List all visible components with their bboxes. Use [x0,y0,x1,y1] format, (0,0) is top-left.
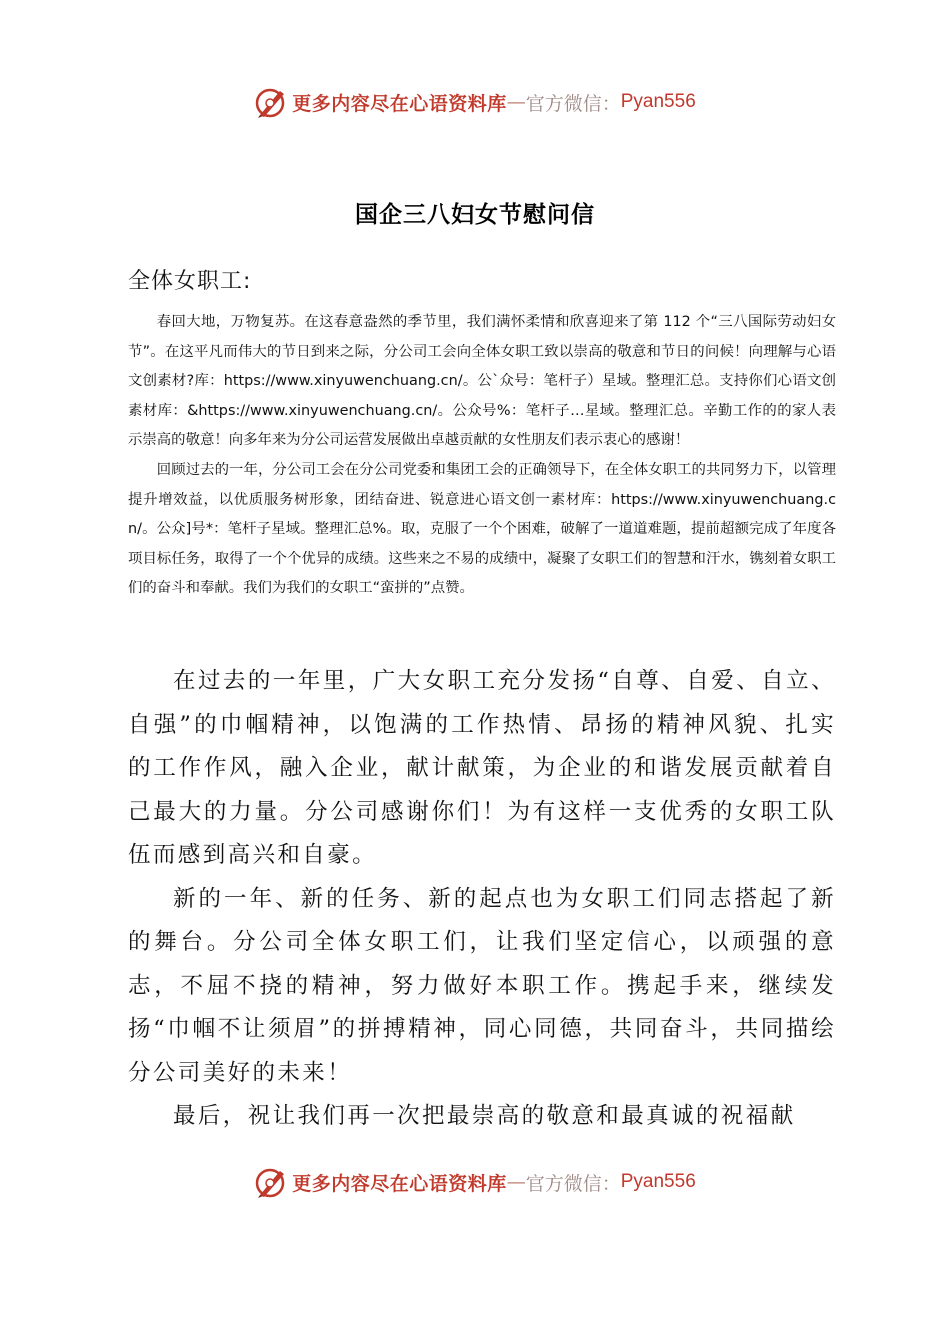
body-paragraph: 回顾过去的一年，分公司工会在分公司党委和集团工会的正确领导下，在全体女职工的共同努力下，以管理提升增效益，以优质服务树形象，团结奋进、锐意进心语文创一素材库：https://www.xinyuwenchuang.cn/。公众]号*：笔杆子星域。整理汇总%。取，克服了一个个困难，破解了一道道难题，提前超额完成了年度各项目标任务，取得了一个个优异的成绩。这些来之不易的成绩中，凝聚了女职工们的智慧和汗水，镌刻着女职工们的奋斗和奉献。我们为我们的女职工“蛮拼的”点赞。 [128,461,836,597]
pen-icon [254,85,288,119]
banner-wechat-label: 官方微信： [525,92,621,115]
salutation: 全体女职工: [128,269,252,294]
banner-wechat-id: Pyan556 [620,91,696,112]
body-paragraph: 最后，祝让我们再一次把最崇高的敬意和最真诚的祝福献 [173,1103,796,1129]
banner-dash: — [506,91,526,113]
body-paragraph: 在过去的一年里，广大女职工充分发扬“自尊、自爱、自立、自强”的巾帼精神，以饱满的工作热情、昂扬的精神风貌、扎实的工作作风，融入企业，献计献策，为企业的和谐发展贡献着自己最大的力量。分公司感谢你们！为有这样一支优秀的女职工队伍而感到高兴和自豪。 [128,668,836,868]
banner-dash: — [506,1171,526,1193]
pen-icon [254,1165,288,1199]
document-title: 国企三八妇女节慰问信 [355,201,595,228]
banner-wechat-id: Pyan556 [620,1171,696,1192]
footer-watermark-banner [0,1162,950,1202]
body-paragraph: 新的一年、新的任务、新的起点也为女职工们同志搭起了新的舞台。分公司全体女职工们，让我们坚定信心，以顽强的意志，不屈不挠的精神，努力做好本职工作。携起手来，继续发扬“巾帼不让须眉”的拼搏精神，同心同德，共同奋斗，共同描绘分公司美好的未来！ [128,885,836,1086]
banner-main-text: 更多内容尽在心语资料库 [292,1172,507,1195]
banner-wechat-label: 官方微信： [525,1172,621,1195]
header-watermark-banner [0,82,950,122]
large-body-section [128,660,836,1139]
small-body-section [128,308,836,604]
banner-main-text: 更多内容尽在心语资料库 [292,92,507,115]
body-paragraph: 春回大地，万物复苏。在这春意盎然的季节里，我们满怀柔情和欣喜迎来了第 112 个“三八国际劳动妇女节”。在这平凡而伟大的节日到来之际，分公司工会向全体女职工致以崇高的敬意和节日的问候！向理解与心语文创素材?库：https://www.xinyuwenchuang.cn/。公`众号：笔杆子）星域。整理汇总。支持你们心语文创素材库：&https://www.xinyuwenchuang.cn/。公众号%：笔杆子…星域。整理汇总。辛勤工作的的家人表示崇高的敬意！向多年来为分公司运营发展做出卓越贡献的女性朋友们表示衷心的感谢！ [128,314,836,449]
